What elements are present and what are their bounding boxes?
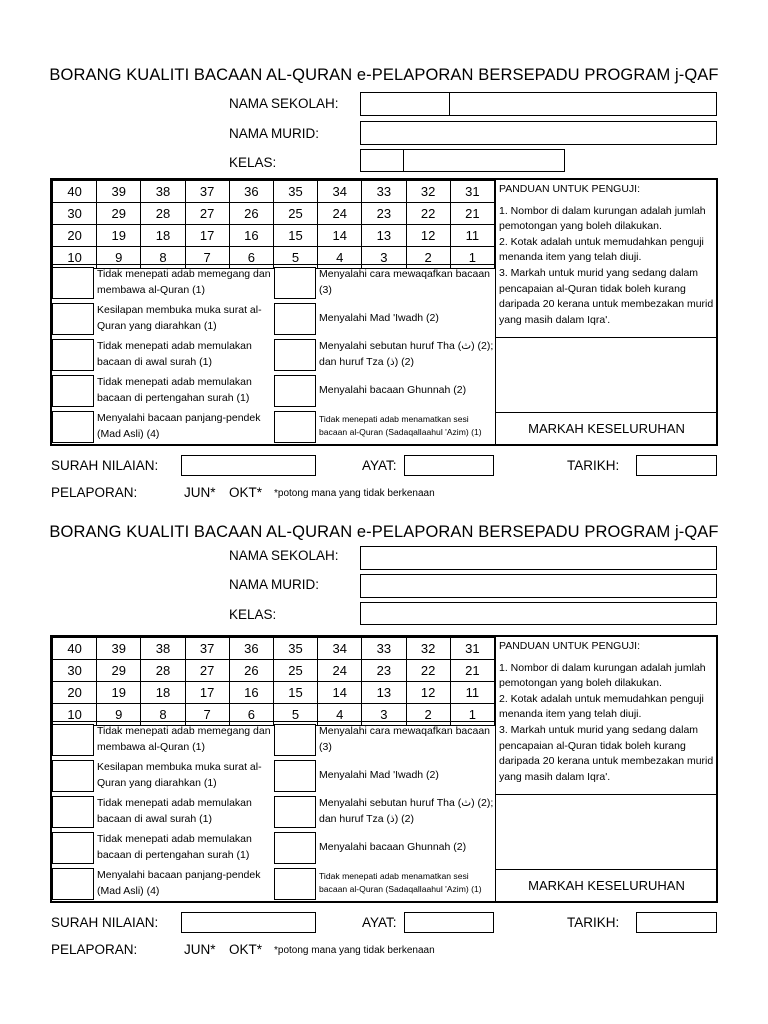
guide-title: PANDUAN UNTUK PENGUJI: <box>499 183 640 195</box>
score-cell[interactable]: 18 <box>141 682 185 704</box>
guide-note: 2. Kotak adalah untuk memudahkan penguji menanda item yang telah diuji. <box>499 692 704 721</box>
deduction-checkbox[interactable] <box>52 339 94 371</box>
ayat-label: AYAT: <box>362 915 397 930</box>
score-cell[interactable]: 1 <box>450 704 494 726</box>
deduction-item <box>52 830 274 866</box>
deduction-checkbox[interactable] <box>52 375 94 407</box>
deduction-label: Tidak menepati adab menamatkan sesi bacaan al-Quran (Sadaqallaahul 'Azim) (1) <box>319 414 482 437</box>
student-name-label: NAMA MURID: <box>229 126 320 141</box>
surah-input[interactable] <box>181 455 316 476</box>
score-cell[interactable]: 29 <box>97 660 141 682</box>
score-cell[interactable]: 40 <box>53 638 97 660</box>
guide-note: 1. Nombor di dalam kurungan adalah jumlah pemotongan yang boleh dilakukan. <box>499 661 706 690</box>
score-cell[interactable]: 8 <box>141 704 185 726</box>
deduction-checkbox[interactable] <box>274 796 316 828</box>
score-cell[interactable]: 11 <box>450 682 494 704</box>
guide-title: PANDUAN UNTUK PENGUJI: <box>499 640 640 652</box>
score-cell[interactable]: 12 <box>406 225 450 247</box>
score-cell[interactable]: 24 <box>318 660 362 682</box>
score-cell[interactable]: 4 <box>318 247 362 269</box>
guide-note: 3. Markah untuk murid yang sedang dalam pencapaian al-Quran tidak boleh kurang daripada 20 kerana untuk membezakan murid yang masih dalam Iqra'. <box>499 266 714 326</box>
score-cell[interactable]: 17 <box>185 682 229 704</box>
total-score-label: MARKAH KESELURUHAN <box>528 420 685 436</box>
score-cell[interactable]: 7 <box>185 247 229 269</box>
deduction-item <box>274 794 495 830</box>
score-cell[interactable]: 37 <box>185 638 229 660</box>
deduction-item <box>52 758 274 794</box>
school-name-label: NAMA SEKOLAH: <box>229 548 339 563</box>
ayat-input[interactable] <box>404 455 494 476</box>
ayat-input[interactable] <box>404 912 494 933</box>
guide-note: 1. Nombor di dalam kurungan adalah jumlah pemotongan yang boleh dilakukan. <box>499 204 706 233</box>
deduction-label: Menyalahi Mad 'Iwadh (2) <box>319 769 439 781</box>
score-cell[interactable]: 6 <box>229 247 273 269</box>
deduction-label: Kesilapan membuka muka surat al-Quran yang diarahkan (1) <box>97 761 262 789</box>
school-name-input[interactable] <box>360 92 717 116</box>
class-input[interactable] <box>360 602 717 625</box>
deduction-label: Tidak menepati adab memulakan bacaan di awal surah (1) <box>97 797 252 825</box>
examiner-guide <box>496 637 717 795</box>
score-cell[interactable]: 28 <box>141 660 185 682</box>
score-cell[interactable]: 19 <box>97 682 141 704</box>
deduction-item <box>52 373 274 409</box>
score-cell[interactable]: 3 <box>362 247 406 269</box>
score-cell[interactable]: 39 <box>97 638 141 660</box>
score-cell[interactable]: 6 <box>229 704 273 726</box>
deduction-checkbox[interactable] <box>52 267 94 299</box>
score-grid <box>52 180 495 269</box>
score-cell[interactable]: 15 <box>273 225 317 247</box>
class-label: KELAS: <box>229 607 277 622</box>
deduction-item <box>274 866 495 902</box>
deduction-checkbox[interactable] <box>274 267 316 299</box>
scoring-panel <box>50 635 718 903</box>
deduction-item <box>274 409 495 445</box>
score-cell[interactable]: 4 <box>318 704 362 726</box>
score-cell[interactable]: 25 <box>273 203 317 225</box>
score-cell[interactable]: 26 <box>229 203 273 225</box>
guide-note: 3. Markah untuk murid yang sedang dalam pencapaian al-Quran tidak boleh kurang daripada 20 kerana untuk membezakan murid yang masih dalam Iqra'. <box>499 723 714 783</box>
deduction-list <box>52 264 495 445</box>
score-cell[interactable]: 23 <box>362 660 406 682</box>
deduction-label: Menyalahi Mad 'Iwadh (2) <box>319 312 439 324</box>
total-score-label: MARKAH KESELURUHAN <box>528 877 685 893</box>
deduction-item <box>52 265 274 301</box>
deduction-item <box>52 794 274 830</box>
deduction-checkbox[interactable] <box>274 411 316 443</box>
deduction-item <box>52 337 274 373</box>
score-cell[interactable]: 39 <box>97 181 141 203</box>
deduction-checkbox[interactable] <box>274 303 316 335</box>
date-input[interactable] <box>636 912 717 933</box>
score-row <box>53 660 495 682</box>
score-cell[interactable]: 35 <box>273 638 317 660</box>
score-cell[interactable]: 12 <box>406 682 450 704</box>
deduction-label: Tidak menepati adab memegang dan membawa al-Quran (1) <box>97 268 271 296</box>
school-name-label: NAMA SEKOLAH: <box>229 96 339 111</box>
score-cell[interactable]: 2 <box>406 704 450 726</box>
report-option-okt[interactable]: OKT* <box>229 485 263 500</box>
date-label: TARIKH: <box>567 458 620 473</box>
score-cell[interactable]: 5 <box>273 247 317 269</box>
score-cell[interactable]: 38 <box>141 638 185 660</box>
deduction-checkbox[interactable] <box>52 832 94 864</box>
deduction-checkbox[interactable] <box>52 796 94 828</box>
score-cell[interactable]: 31 <box>450 638 494 660</box>
report-option-jun[interactable]: JUN* <box>184 942 216 957</box>
score-cell[interactable]: 34 <box>318 638 362 660</box>
deduction-item <box>274 722 495 758</box>
strike-note: *potong mana yang tidak berkenaan <box>274 488 435 499</box>
guide-note: 2. Kotak adalah untuk memudahkan penguji menanda item yang telah diuji. <box>499 235 704 264</box>
deduction-checkbox[interactable] <box>52 303 94 335</box>
score-cell[interactable]: 21 <box>450 203 494 225</box>
deduction-checkbox[interactable] <box>274 832 316 864</box>
score-cell[interactable]: 18 <box>141 225 185 247</box>
examiner-guide <box>496 180 717 338</box>
score-cell[interactable]: 36 <box>229 181 273 203</box>
score-cell[interactable]: 13 <box>362 225 406 247</box>
date-input[interactable] <box>636 455 717 476</box>
score-cell[interactable]: 15 <box>273 682 317 704</box>
score-cell[interactable]: 9 <box>97 704 141 726</box>
score-cell[interactable]: 16 <box>229 225 273 247</box>
scoring-panel <box>50 178 718 446</box>
deduction-label: Menyalahi bacaan panjang-pendek (Mad Asli) (4) <box>97 412 261 440</box>
score-cell[interactable]: 10 <box>53 704 97 726</box>
deduction-checkbox[interactable] <box>274 868 316 900</box>
deduction-item <box>274 373 495 409</box>
score-cell[interactable]: 32 <box>406 638 450 660</box>
deduction-checkbox[interactable] <box>52 760 94 792</box>
deduction-label: Tidak menepati adab memegang dan membawa al-Quran (1) <box>97 725 271 753</box>
score-cell[interactable]: 8 <box>141 247 185 269</box>
score-cell[interactable]: 2 <box>406 247 450 269</box>
score-cell[interactable]: 31 <box>450 181 494 203</box>
score-cell[interactable]: 30 <box>53 203 97 225</box>
deduction-label: Menyalahi bacaan Ghunnah (2) <box>319 841 467 853</box>
score-cell[interactable]: 20 <box>53 225 97 247</box>
score-cell[interactable]: 28 <box>141 203 185 225</box>
score-cell[interactable]: 37 <box>185 181 229 203</box>
total-score-field[interactable] <box>496 795 717 870</box>
score-cell[interactable]: 27 <box>185 203 229 225</box>
score-cell[interactable]: 40 <box>53 181 97 203</box>
deduction-item <box>52 301 274 337</box>
total-score-field[interactable] <box>496 338 717 413</box>
strike-note: *potong mana yang tidak berkenaan <box>274 945 435 956</box>
deduction-checkbox[interactable] <box>274 760 316 792</box>
score-cell[interactable]: 10 <box>53 247 97 269</box>
score-cell[interactable]: 29 <box>97 203 141 225</box>
deduction-item <box>274 301 495 337</box>
deduction-item <box>52 409 274 445</box>
deduction-item <box>274 337 495 373</box>
score-cell[interactable]: 19 <box>97 225 141 247</box>
score-cell[interactable]: 14 <box>318 682 362 704</box>
deduction-label: Kesilapan membuka muka surat al-Quran yang diarahkan (1) <box>97 304 262 332</box>
deduction-checkbox[interactable] <box>52 724 94 756</box>
student-name-input[interactable] <box>360 574 717 598</box>
surah-input[interactable] <box>181 912 316 933</box>
surah-label: SURAH NILAIAN: <box>51 458 159 473</box>
assessment-form-bottom <box>0 517 768 985</box>
score-cell[interactable]: 11 <box>450 225 494 247</box>
deduction-label: Tidak menepati adab memulakan bacaan di pertengahan surah (1) <box>97 376 252 404</box>
score-cell[interactable]: 7 <box>185 704 229 726</box>
score-cell[interactable]: 23 <box>362 203 406 225</box>
deduction-label: Menyalahi bacaan panjang-pendek (Mad Asli) (4) <box>97 869 261 897</box>
score-cell[interactable]: 20 <box>53 682 97 704</box>
report-label: PELAPORAN: <box>51 485 138 500</box>
assessment-form-top <box>0 60 768 528</box>
report-label: PELAPORAN: <box>51 942 138 957</box>
ayat-label: AYAT: <box>362 458 397 473</box>
deduction-label: Tidak menepati adab memulakan bacaan di pertengahan surah (1) <box>97 833 252 861</box>
score-cell[interactable]: 9 <box>97 247 141 269</box>
score-cell[interactable]: 35 <box>273 181 317 203</box>
deduction-label: Menyalahi bacaan Ghunnah (2) <box>319 384 467 396</box>
score-cell[interactable]: 27 <box>185 660 229 682</box>
deduction-item <box>52 722 274 758</box>
score-row <box>53 181 495 203</box>
score-cell[interactable]: 38 <box>141 181 185 203</box>
score-cell[interactable]: 22 <box>406 660 450 682</box>
score-row <box>53 203 495 225</box>
score-cell[interactable]: 14 <box>318 225 362 247</box>
deduction-item <box>274 265 495 301</box>
examiner-panel <box>495 637 717 901</box>
score-row <box>53 225 495 247</box>
deduction-label: Tidak menepati adab memulakan bacaan di awal surah (1) <box>97 340 252 368</box>
score-cell[interactable]: 33 <box>362 181 406 203</box>
score-row <box>53 682 495 704</box>
deduction-list <box>52 721 495 902</box>
score-cell[interactable]: 1 <box>450 247 494 269</box>
deduction-checkbox[interactable] <box>52 411 94 443</box>
deduction-item <box>274 758 495 794</box>
deduction-label: Menyalahi sebutan huruf Tha (ث) (2); dan huruf Tza (ذ) (2) <box>319 797 494 825</box>
score-grid <box>52 637 495 726</box>
score-cell[interactable]: 30 <box>53 660 97 682</box>
deduction-item <box>52 866 274 902</box>
score-cell[interactable]: 16 <box>229 682 273 704</box>
score-cell[interactable]: 33 <box>362 638 406 660</box>
deduction-label: Menyalahi cara mewaqafkan bacaan (3) <box>319 725 491 753</box>
report-option-jun[interactable]: JUN* <box>184 485 216 500</box>
deduction-checkbox[interactable] <box>274 339 316 371</box>
deduction-checkbox[interactable] <box>52 868 94 900</box>
class-label: KELAS: <box>229 155 277 170</box>
form-title: BORANG KUALITI BACAAN AL-QURAN e-PELAPORAN BERSEPADU PROGRAM j-QAF <box>49 523 719 541</box>
score-cell[interactable]: 13 <box>362 682 406 704</box>
deduction-label: Menyalahi cara mewaqafkan bacaan (3) <box>319 268 491 296</box>
deduction-item <box>274 830 495 866</box>
score-cell[interactable]: 3 <box>362 704 406 726</box>
score-row <box>53 638 495 660</box>
deduction-label: Menyalahi sebutan huruf Tha (ث) (2); dan huruf Tza (ذ) (2) <box>319 340 494 368</box>
score-cell[interactable]: 25 <box>273 660 317 682</box>
score-cell[interactable]: 26 <box>229 660 273 682</box>
class-input[interactable] <box>360 149 565 172</box>
score-cell[interactable]: 17 <box>185 225 229 247</box>
score-cell[interactable]: 32 <box>406 181 450 203</box>
examiner-panel <box>495 180 717 444</box>
score-cell[interactable]: 34 <box>318 181 362 203</box>
deduction-checkbox[interactable] <box>274 724 316 756</box>
date-label: TARIKH: <box>567 915 620 930</box>
surah-label: SURAH NILAIAN: <box>51 915 159 930</box>
form-title: BORANG KUALITI BACAAN AL-QURAN e-PELAPORAN BERSEPADU PROGRAM j-QAF <box>49 66 719 84</box>
score-cell[interactable]: 24 <box>318 203 362 225</box>
deduction-label: Tidak menepati adab menamatkan sesi bacaan al-Quran (Sadaqallaahul 'Azim) (1) <box>319 871 482 894</box>
score-cell[interactable]: 22 <box>406 203 450 225</box>
deduction-checkbox[interactable] <box>274 375 316 407</box>
report-option-okt[interactable]: OKT* <box>229 942 263 957</box>
student-name-input[interactable] <box>360 121 717 145</box>
score-cell[interactable]: 5 <box>273 704 317 726</box>
school-name-input[interactable] <box>360 546 717 570</box>
score-cell[interactable]: 21 <box>450 660 494 682</box>
student-name-label: NAMA MURID: <box>229 577 320 592</box>
score-cell[interactable]: 36 <box>229 638 273 660</box>
